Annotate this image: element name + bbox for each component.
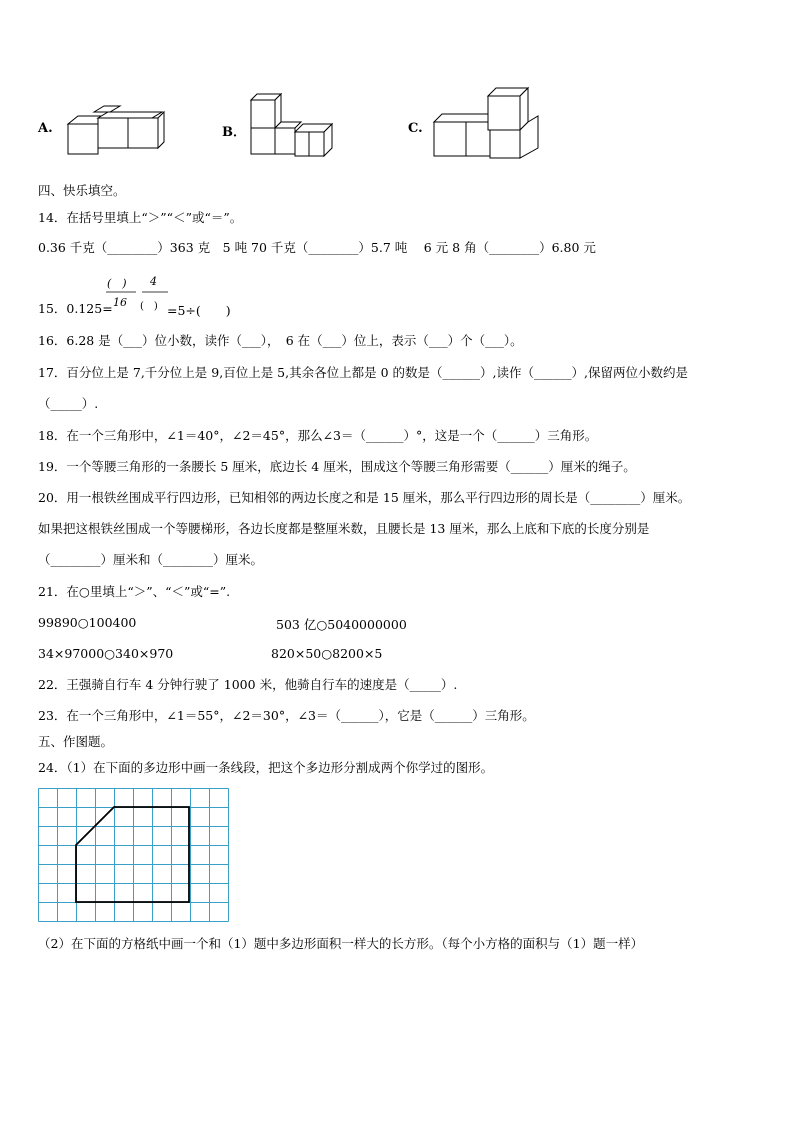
question-20-line-1: 20．用一根铁丝围成平行四边形，已知相邻的两边长度之和是 15 厘米，那么平行四边形的周长是（________）厘米。 [38,490,691,505]
question-21: 21．在○里填上“＞”、“＜”或“=”. [38,584,231,599]
question-17-line-1: 17．百分位上是 7,千分位上是 9,百位上是 5,其余各位上都是 0 的数是（______）,读作（______）,保留两位小数约是 [38,365,688,380]
question-20-line-2: 如果把这根铁丝围成一个等腰梯形，各边长度都是整厘米数，且腰长是 13 厘米，那么上底和下底的长度分别是 [38,521,650,536]
section-4-heading: 四、快乐填空。 [38,183,126,198]
grid-paper-polygon [38,788,230,924]
question-24-part-2: （2）在下面的方格纸中画一个和（1）题中多边形面积一样大的长方形。（每个小方格的面积与（1）题一样） [38,936,644,951]
question-23: 23．在一个三角形中，∠1＝55°，∠2＝30°，∠3＝（______），它是（______）三角形。 [38,708,535,723]
question-15: 15．0.125= [38,301,113,316]
question-17-line-2: （_____）. [38,396,99,411]
q15-frac2-denominator: ( ) [140,301,158,312]
polygon-shape [76,807,189,902]
question-15-end: =5÷( ) [167,303,231,318]
question-20-line-3: （________）厘米和（________）厘米。 [38,552,264,567]
question-22: 22．王强骑自行车 4 分钟行驶了 1000 米，他骑自行车的速度是（_____）. [38,677,458,692]
option-a-cubes [64,104,166,158]
question-21-a: 99890○100400 [38,615,137,630]
question-18: 18．在一个三角形中，∠1＝40°，∠2＝45°，那么∠3＝（______）°，这是一个（______）三角形。 [38,428,598,443]
question-24-part-1: 24．（1）在下面的多边形中画一条线段，把这个多边形分割成两个你学过的图形。 [38,760,494,775]
q15-fraction-bars [104,290,170,294]
question-21-d: 820×50○8200×5 [271,646,383,661]
q15-frac2-numerator: 4 [150,275,157,288]
q15-frac1-denominator: 16 [113,296,127,309]
option-c-cubes [432,86,542,162]
question-21-b: 503 亿○5040000000 [276,617,407,632]
option-b-cubes [248,92,338,160]
question-21-c: 34×97000○340×970 [38,646,174,661]
option-c-label: C. [408,121,423,136]
section-5-heading: 五、作图题。 [38,734,114,749]
question-14-row: 0.36 千克（________）363 克 5 吨 70 千克（________）5.7 吨 6 元 8 角（________）6.80 元 [38,240,596,255]
question-16: 16．6.28 是（___）位小数，读作（___）， 6 在（___）位上，表示（___）个（___）。 [38,333,523,348]
question-14: 14．在括号里填上“＞”“＜”或“＝”。 [38,210,243,225]
q15-frac1-numerator: ( ) [107,277,127,290]
option-a-label: A. [38,121,53,136]
option-b-label: B． [222,125,246,140]
question-19: 19．一个等腰三角形的一条腰长 5 厘米，底边长 4 厘米，围成这个等腰三角形需要（______）厘米的绳子。 [38,459,636,474]
